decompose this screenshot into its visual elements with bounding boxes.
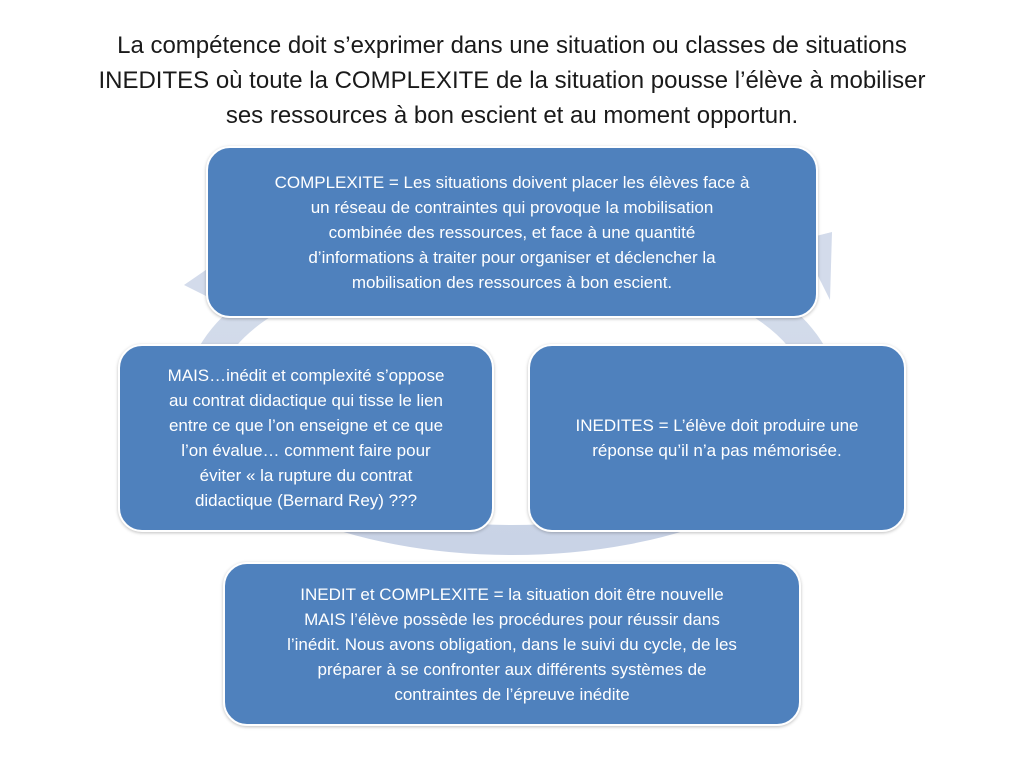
box-line: réponse qu’il n’a pas mémorisée. <box>592 441 842 460</box>
box-line: INEDIT et COMPLEXITE = la situation doit être nouvelle <box>300 584 724 604</box>
title-line: La compétence doit s’exprimer dans une situation ou classes de situations <box>117 32 907 59</box>
box-inedit-complexite <box>223 562 801 726</box>
box-line: l’on évalue… comment faire pour <box>181 441 431 460</box>
box-line: l’inédit. Nous avons obligation, dans le suivi du cycle, de les <box>287 634 737 654</box>
box-line: INEDITES = L’élève doit produire une <box>575 416 859 435</box>
box-complexite <box>206 146 818 318</box>
box-inedit-complexite-text <box>287 582 737 707</box>
box-line: didactique (Bernard Rey) ??? <box>194 491 418 510</box>
box-line: entre ce que l’on enseigne et ce que <box>168 416 444 435</box>
box-line: MAIS…inédit et complexité s’oppose <box>167 366 445 385</box>
box-inedites <box>528 344 906 532</box>
box-line: mobilisation des ressources à bon escient. <box>351 272 673 292</box>
box-complexite-text <box>275 170 750 295</box>
box-line: un réseau de contraintes qui provoque la mobilisation <box>310 197 714 217</box>
box-inedites-text <box>575 413 858 463</box>
box-line: MAIS l’élève possède les procédures pour réussir dans <box>304 609 720 629</box>
box-mais-text <box>168 363 445 513</box>
title-line: INEDITES où toute la COMPLEXITE de la situation pousse l’élève à mobiliser <box>98 67 926 94</box>
box-line: au contrat didactique qui tisse le lien <box>168 391 444 410</box>
box-line: préparer à se confronter aux différents systèmes de <box>317 659 707 679</box>
box-line: éviter « la rupture du contrat <box>199 466 413 485</box>
box-line: COMPLEXITE = Les situations doivent placer les élèves face à <box>274 172 750 192</box>
box-line: contraintes de l’épreuve inédite <box>394 684 630 704</box>
box-line: d’informations à traiter pour organiser et déclencher la <box>308 247 716 267</box>
box-line: combinée des ressources, et face à une quantité <box>328 222 696 242</box>
box-mais <box>118 344 494 532</box>
title-line: ses ressources à bon escient et au moment opportun. <box>225 102 799 129</box>
